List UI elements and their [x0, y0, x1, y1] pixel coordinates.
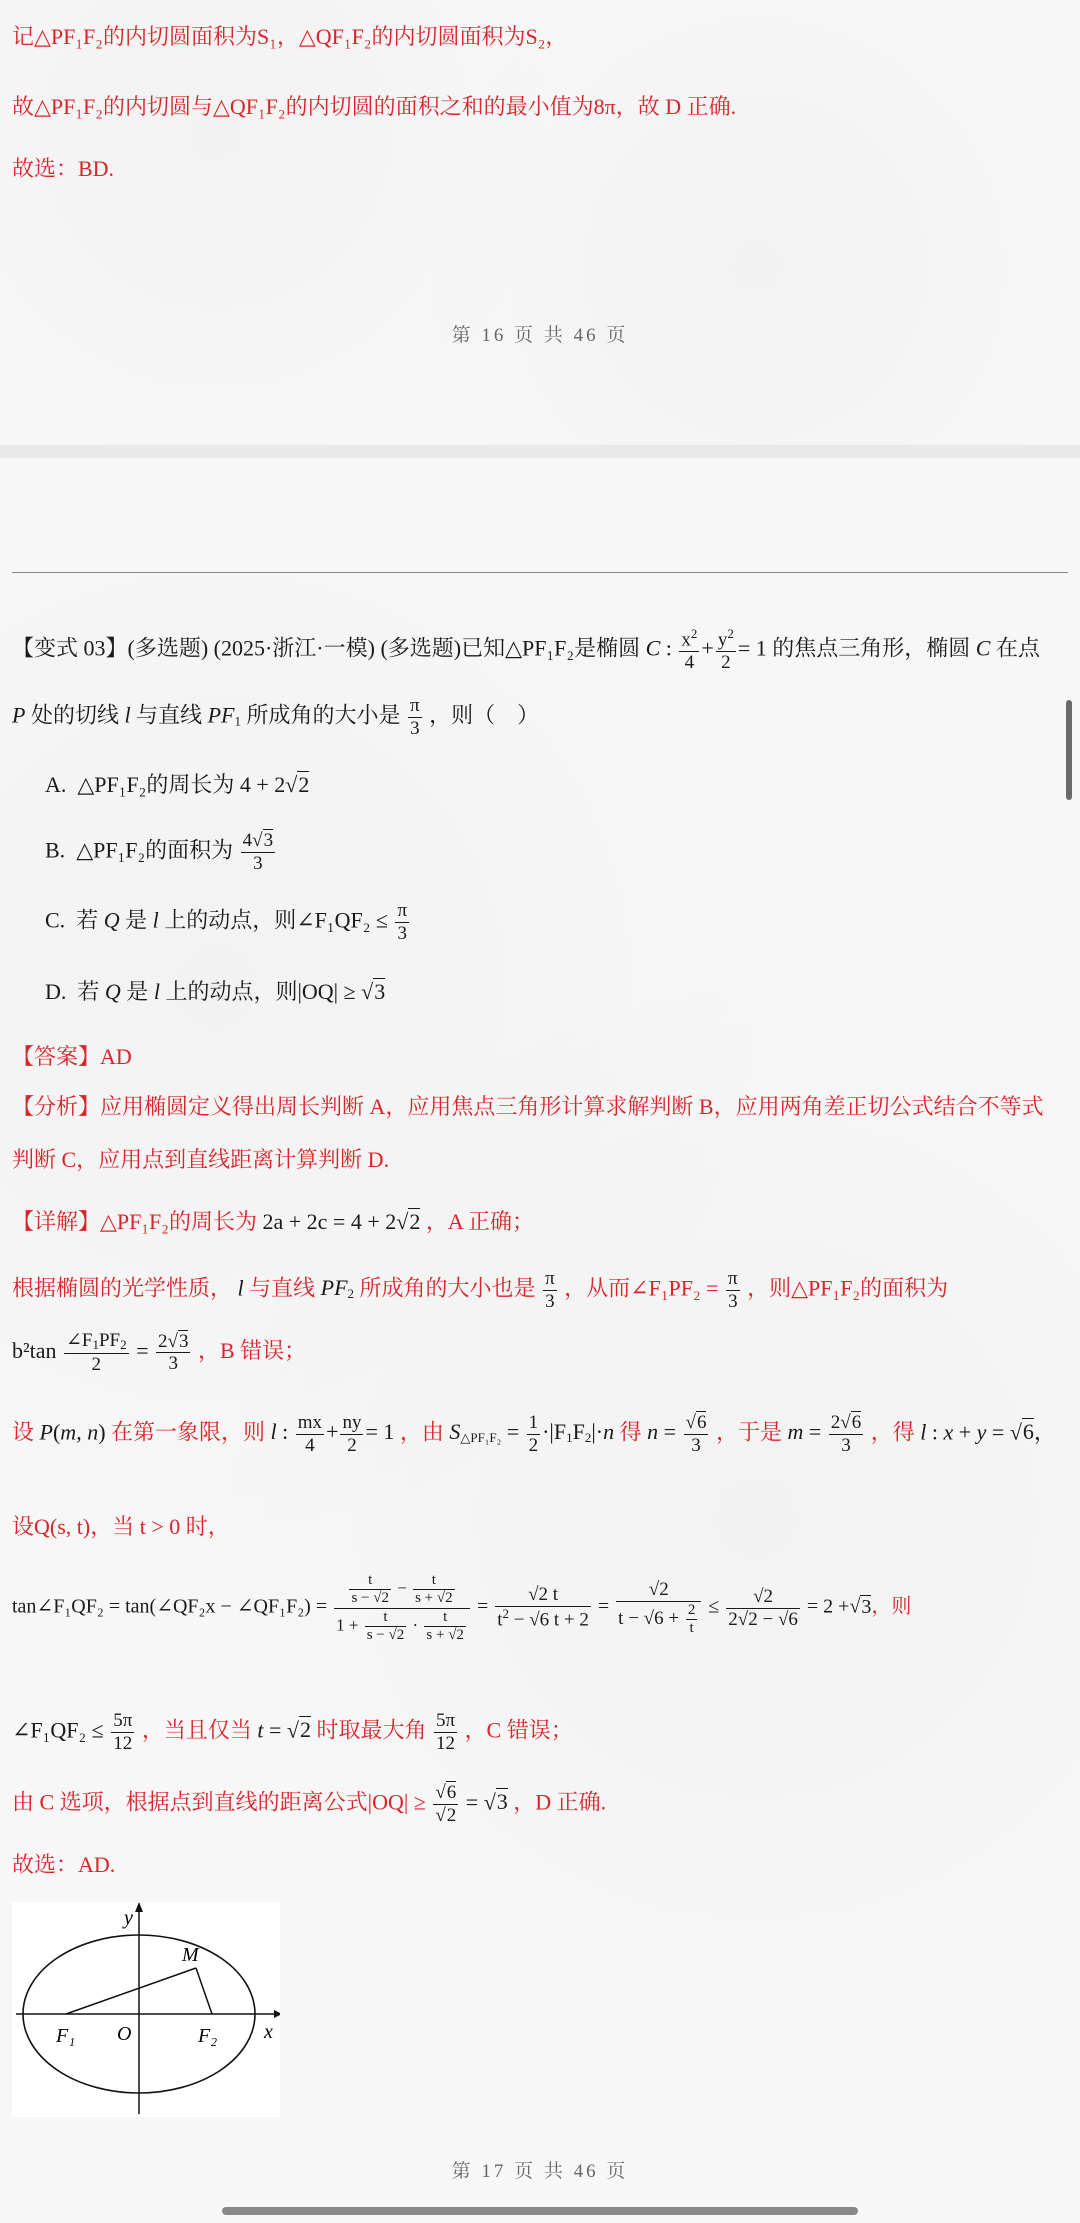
answer-line: 【答案】AD: [12, 1044, 132, 1069]
label-f2: F₂: [198, 2025, 218, 2047]
detail-line-4: 设 P(m, n) 在第一象限，则 l : $\frac{mx}{4}$ + $\frac{ny}{2}$ = 1 ，由 $S_{\triangle PF_1F_2}$ = $\frac{1}{2}$ $\cdot|F_1F_2|\cdot n$ 得 n = $\frac{√6}{3}$ ，于是 m = $\frac{2√6}{3}$ ，得 l : x + y = √6，: [12, 1412, 1056, 1456]
question-line-2: P 处的切线 l 与直线 $PF_1$ 所成角的大小是 $\frac{\pi}{3}$ ，则（ ）: [12, 695, 540, 739]
final-answer: 故选：AD.: [12, 1852, 116, 1877]
segment-f1-m: [66, 1968, 196, 2014]
scrollbar-thumb[interactable]: [1066, 700, 1072, 800]
home-indicator[interactable]: [222, 2207, 858, 2215]
ellipse-diagram: [12, 1902, 280, 2117]
ellipse-figure: [12, 1902, 280, 2117]
option-a: A. △PF₁F₂的周长为 4 + 2√2: [45, 772, 310, 797]
option-c: C. 若 Q 是 l 上的动点，则∠F₁QF₂ ≤ $\frac{\pi}{3}$: [45, 900, 408, 944]
analysis-line-2: 判断 C，应用点到直线距离计算判断 D.: [12, 1147, 390, 1172]
detail-line-5: 设Q(s, t)，当 t > 0 时，: [12, 1514, 230, 1539]
detail-line-6: tan∠F₁QF₂ = tan(∠QF₂x − ∠QF₁F₂) = $\frac{t}{s - √2}$ − $\frac{t}{s + √2}$ 1 + $\frac{t}{s - √2}$ · $\frac{t}{s + √2}$ = $\frac{√2 t}{t^2 - √6 t + 2}$ = √2 t − √6 + $\frac{2}{t}$ ≤ $\frac{√2}{2√2 - √6}$ = 2 +√3，则: [12, 1572, 912, 1643]
label-y: y: [124, 1907, 133, 1929]
detail-line-1: 【详解】△PF₁F₂的周长为 2a + 2c = 4 + 2√2 ，A 正确；: [12, 1209, 534, 1234]
page-footer: 第 17 页 共 46 页: [451, 2161, 629, 2182]
label-x: x: [264, 2021, 273, 2043]
page-16: [0, 0, 1080, 445]
text-line: 故△PF₁F₂的内切圆与△QF₁F₂的内切圆的面积之和的最小值为8π，故 D 正确.: [12, 94, 737, 119]
header-rule: [12, 572, 1068, 573]
x-axis-arrow: [274, 2010, 280, 2018]
question-line-1: 【变式 03】(多选题) (2025·浙江·一模) (多选题)已知△PF₁F₂是椭圆 C : $\frac{x^2}{4}$ + $\frac{y^2}{2}$ = 1 的焦点三角形，椭圆 C 在点: [12, 626, 1040, 674]
segment-m-f2: [196, 1968, 212, 2014]
detail-line-8: 由 C 选项，根据点到直线的距离公式|OQ| ≥ $\frac{√6}{√2}$ = √3 ，D 正确.: [12, 1782, 607, 1826]
detail-line-3: b²tan $\frac{\angle F_1PF_2}{2}$ = $\frac{2√3}{3}$ ，B 错误；: [12, 1330, 307, 1375]
text-line: 记△PF₁F₂的内切圆面积为S₁，△QF₁F₂的内切圆面积为S₂，: [12, 24, 568, 49]
option-b: B. △PF₁F₂的面积为 $\frac{4√3}{3}$: [45, 830, 274, 874]
label-f1: F₁: [56, 2025, 76, 2047]
page-gap: [0, 445, 1080, 458]
page-footer: 第 16 页 共 46 页: [451, 325, 629, 346]
detail-line-2: 根据椭圆的光学性质， l 与直线 $PF_2$ 所成角的大小也是 $\frac{\pi}{3}$ ，从而∠F₁PF₂ = $\frac{\pi}{3}$ ，则△PF₁F₂的面积为: [12, 1268, 949, 1312]
detail-line-7: ∠F₁QF₂ ≤ $\frac{5\pi}{12}$ ，当且仅当 t = √2 时取最大角 $\frac{5\pi}{12}$ ，C 错误；: [12, 1710, 573, 1754]
label-m: M: [182, 1944, 199, 1966]
option-d: D. 若 Q 是 l 上的动点，则|OQ| ≥ √3: [45, 979, 386, 1004]
label-o: O: [117, 2023, 132, 2045]
final-answer: 故选：BD.: [12, 156, 115, 181]
analysis-line-1: 【分析】应用椭圆定义得出周长判断 A，应用焦点三角形计算求解判断 B，应用两角差正切公式结合不等式: [12, 1094, 1044, 1119]
y-axis-arrow: [135, 1902, 143, 1912]
